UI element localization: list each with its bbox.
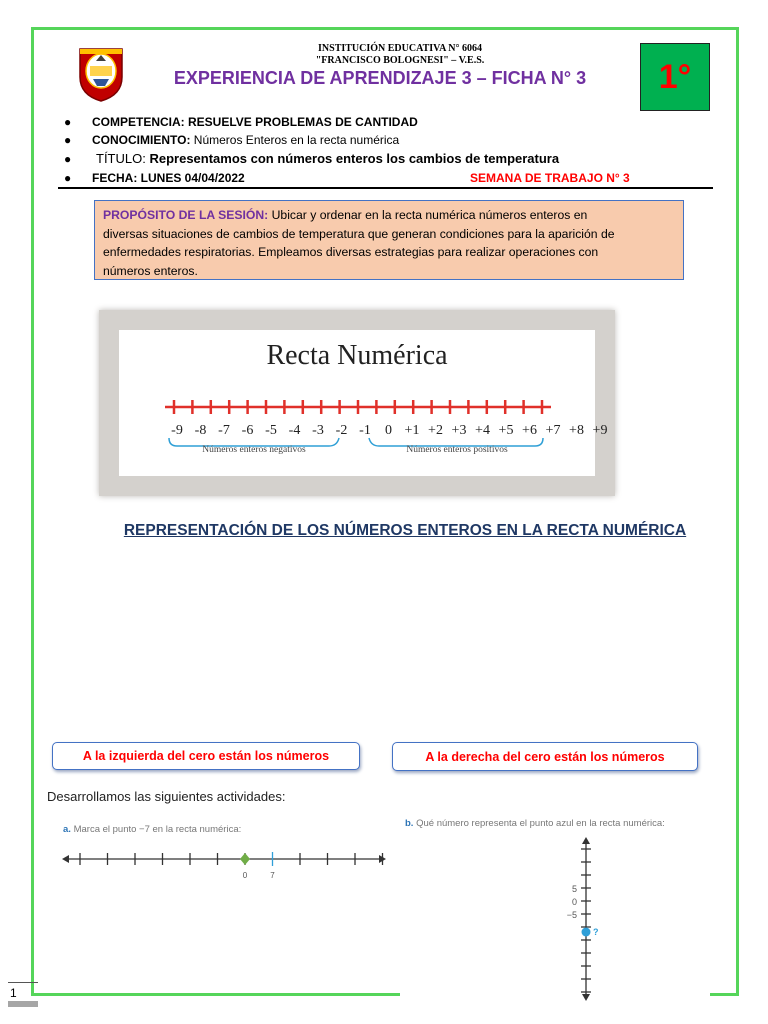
bullet-dot: ●	[64, 115, 72, 129]
activity-text: Qué número representa el punto azul en la recta numérica:	[416, 818, 665, 829]
school-name: "FRANCISCO BOLOGNESI" – V.E.S.	[315, 55, 485, 66]
question-mark-label: ?	[593, 927, 599, 937]
number-line-label: -1	[359, 423, 371, 438]
page-number: 1	[10, 986, 17, 1000]
number-line-label: +2	[428, 423, 443, 438]
info-value: Números Enteros en la recta numérica	[193, 133, 400, 147]
number-line-label: +3	[451, 423, 467, 438]
number-line-label: -4	[288, 423, 301, 438]
purpose-line: números enteros.	[103, 263, 198, 278]
info-fecha	[92, 171, 245, 185]
page-number-rule	[8, 982, 38, 983]
page-number-bar	[8, 1001, 38, 1007]
representation-title: REPRESENTACIÓN DE LOS NÚMEROS ENTEROS EN LA RECTA NUMÉRICA	[123, 522, 687, 539]
week-label: SEMANA DE TRABAJO N° 3	[470, 171, 630, 185]
blue-point-icon	[582, 928, 591, 937]
activity-text: Marca el punto −7 en la recta numérica:	[73, 824, 242, 835]
number-line-label: -9	[171, 423, 183, 438]
number-line-label: -2	[335, 423, 348, 438]
arrow-up-icon	[582, 837, 590, 844]
number-line-label: -6	[241, 423, 254, 438]
arrow-left-icon	[62, 855, 69, 863]
activity-letter: b.	[405, 818, 414, 829]
grade-badge	[640, 43, 710, 111]
arrow-down-icon	[582, 994, 590, 1001]
info-titulo	[96, 151, 559, 166]
seven-label: 7	[270, 871, 275, 880]
number-line-figure	[119, 330, 608, 476]
info-label: TÍTULO:	[96, 151, 146, 166]
number-line-label: +6	[522, 423, 537, 438]
institution-name: INSTITUCIÓN EDUCATIVA N° 6064	[318, 43, 482, 54]
number-line-label: -3	[312, 423, 324, 438]
purpose-label: PROPÓSITO DE LA SESIÓN:	[103, 208, 269, 222]
purpose-line: enfermedades respiratorias. Empleamos diversas estrategias para realizar operaciones con	[103, 245, 599, 259]
number-line-label: 0	[385, 423, 392, 438]
purpose-line: diversas situaciones de cambios de temperatura que generan condiciones para la aparición de	[103, 226, 615, 241]
bullet-dot: ●	[64, 171, 72, 185]
right-of-zero-note: A la derecha del cero están los números	[392, 742, 698, 771]
bullet-dot: ●	[64, 133, 72, 147]
positives-caption: Números enteros positivos	[406, 445, 508, 455]
worksheet-title: EXPERIENCIA DE APRENDIZAJE 3 – FICHA N° 3	[173, 68, 587, 88]
number-line-title: Recta Numérica	[266, 340, 448, 371]
zero-marker-icon	[240, 853, 250, 865]
page-border-gap	[400, 990, 710, 998]
tick-label: −5	[566, 910, 577, 920]
number-line-label: +4	[475, 423, 490, 438]
info-label: CONOCIMIENTO:	[92, 133, 191, 147]
tick-label: 5	[571, 884, 577, 894]
tick-label: 0	[571, 897, 577, 907]
grade-label: 1°	[658, 57, 692, 96]
info-value: Representamos con números enteros los cambios de temperatura	[149, 151, 560, 166]
number-line-label: +5	[498, 423, 514, 438]
info-label: FECHA: LUNES 04/04/2022	[92, 171, 245, 185]
number-line-label: +8	[569, 423, 584, 438]
activity-b-label	[405, 818, 665, 829]
activities-intro: Desarrollamos las siguientes actividades:	[47, 789, 286, 804]
number-line-label: +1	[404, 423, 420, 438]
header-divider	[58, 187, 713, 189]
activity-letter: a.	[63, 824, 71, 835]
zero-label: 0	[242, 871, 248, 880]
number-line-label: -7	[218, 423, 230, 438]
info-label: COMPETENCIA: RESUELVE PROBLEMAS DE CANTIDAD	[92, 115, 418, 129]
number-line-label: +9	[592, 423, 608, 438]
bullet-dot: ●	[64, 152, 72, 166]
session-purpose-box	[94, 200, 684, 280]
info-competencia	[92, 115, 418, 129]
activity-b-number-line	[560, 835, 620, 1005]
info-conocimiento	[92, 133, 399, 147]
left-of-zero-note: A la izquierda del cero están los números	[52, 742, 360, 770]
school-crest-icon	[76, 45, 126, 103]
number-line-label: -5	[265, 423, 277, 438]
activity-a-number-line	[60, 845, 390, 881]
number-line-label: -8	[194, 423, 207, 438]
purpose-line: Ubicar y ordenar en la recta numérica números enteros en	[271, 208, 588, 222]
negatives-caption: Números enteros negativos	[202, 445, 306, 455]
number-line-label: +7	[545, 423, 561, 438]
activity-a-label	[63, 824, 241, 835]
